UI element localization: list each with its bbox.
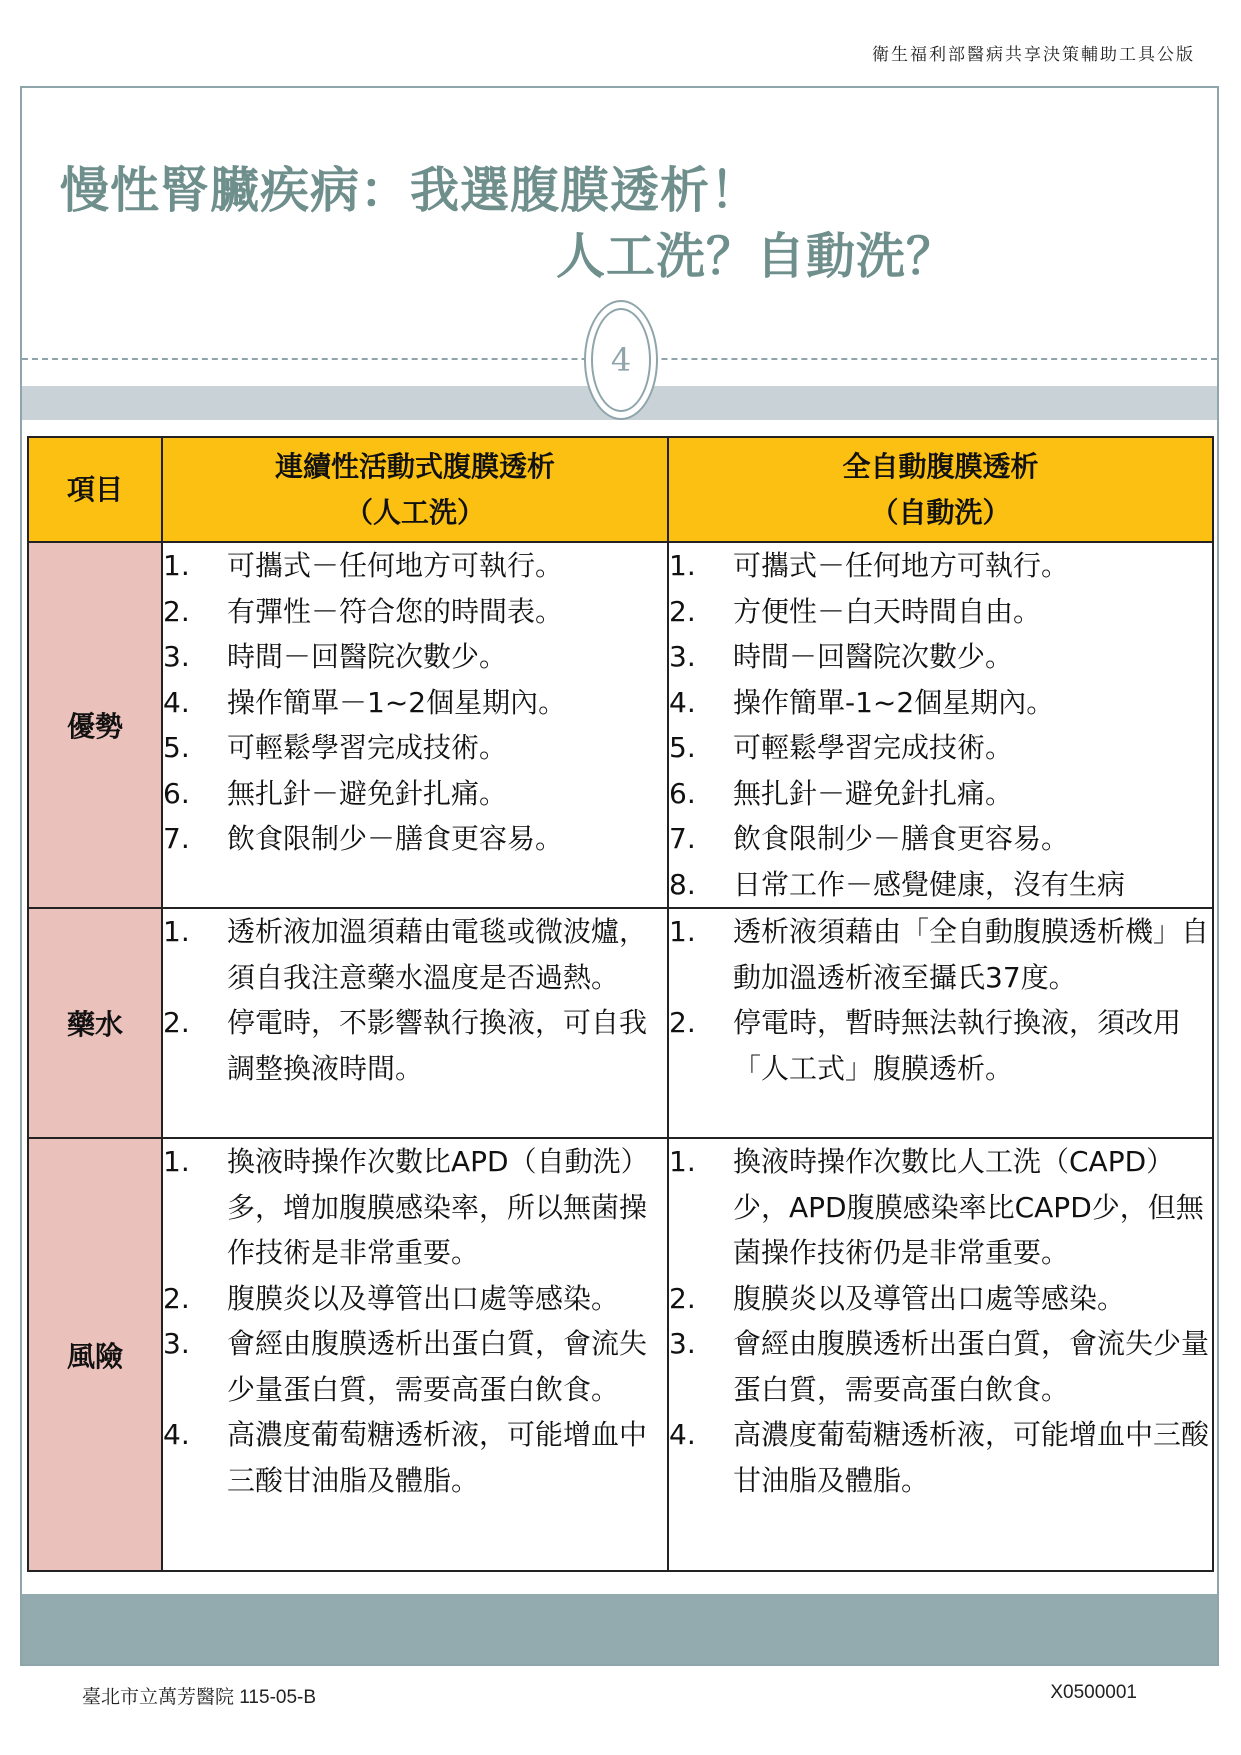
list-item-number: 2. [669,594,696,628]
risks-col-a [162,1138,668,1571]
list-item-number: 5. [669,731,696,764]
header-col-b-title: 全自動腹膜透析 [842,449,1039,483]
list-item-number: 1. [669,1145,696,1178]
list [669,909,1212,1091]
list-item-number: 3. [163,640,190,673]
list-item-text: 可輕鬆學習完成技術。 [733,731,1014,764]
list-item [669,909,1212,1000]
list-item [669,589,1212,635]
list-item [669,771,1212,817]
footer-hospital-code: 臺北市立萬芳醫院 115-05-B [82,1687,317,1708]
header-item: 項目 [28,437,162,542]
list-item [669,1412,1212,1503]
page-badge: 4 [591,308,651,412]
list-item [669,634,1212,680]
list-item-text: 無扎針－避免針扎痛。 [227,776,508,810]
list-item-number: 7. [669,822,696,855]
list-item [163,589,667,635]
list-item-text: 透析液加溫須藉由電毯或微波爐，須自我注意藥水溫度是否過熱。 [227,915,648,994]
list-item-number: 1. [669,915,696,948]
list-item [163,816,667,862]
list-item-number: 3. [163,1327,190,1360]
list-item-text: 可輕鬆學習完成技術。 [227,731,508,764]
header-col-b-subtitle: （自動洗） [870,495,1011,529]
page-title-line1: 慢性腎臟疾病：我選腹膜透析！ [60,162,761,219]
list-item [669,680,1212,726]
list-item [669,1321,1212,1412]
list-item-text: 會經由腹膜透析出蛋白質，會流失少量蛋白質，需要高蛋白飲食。 [227,1327,648,1406]
list-item [163,680,667,726]
row-label: 優勢 [28,542,162,908]
list-item-number: 1. [163,1145,190,1178]
advantages-col-b [668,542,1213,908]
list-item [163,1000,667,1091]
list-item [163,1276,667,1322]
list-item [669,862,1212,908]
list-item-text: 時間－回醫院次數少。 [733,640,1014,673]
list-item-number: 2. [163,1006,190,1039]
solution-col-a [162,908,668,1138]
row-label: 藥水 [28,908,162,1138]
list-item-number: 2. [669,1006,696,1039]
list-item-text: 時間－回醫院次數少。 [227,640,508,673]
list-item-text: 高濃度葡萄糖透析液，可能增血中三酸甘油脂及體脂。 [733,1418,1210,1497]
list-item-text: 操作簡單－1~2個星期內。 [227,685,567,719]
list-item-text: 停電時，不影響執行換液，可自我調整換液時間。 [227,1006,648,1085]
list-item [163,1139,667,1276]
list-item-text: 高濃度葡萄糖透析液，可能增血中三酸甘油脂及體脂。 [227,1418,648,1497]
table-row-advantages [28,542,1213,908]
list-item [163,1412,667,1503]
list-item-number: 1. [163,915,190,948]
list [163,543,667,862]
list-item-text: 透析液須藉由「全自動腹膜透析機」自動加溫透析液至攝氏37度。 [733,915,1210,994]
list [669,1139,1212,1503]
list-item-number: 1. [669,549,696,582]
list-item-number: 4. [163,1418,190,1451]
list-item-text: 腹膜炎以及導管出口處等感染。 [733,1281,1126,1315]
header-col-b [668,437,1213,542]
list-item-number: 4. [163,685,190,719]
list-item [163,634,667,680]
page-title-line2: 人工洗？自動洗？ [556,228,957,285]
list-item [163,725,667,771]
list-item-text: 有彈性－符合您的時間表。 [227,594,564,628]
list-item-number: 6. [669,776,696,810]
footer-form-id: X0500001 [1050,1682,1137,1703]
list-item-text: 停電時，暫時無法執行換液，須改用「人工式」腹膜透析。 [733,1006,1182,1085]
table-row-solution [28,908,1213,1138]
comparison-table [27,436,1214,1572]
list-item-number: 4. [669,1418,696,1451]
list-item-number: 8. [669,867,696,901]
table-header-row [28,437,1213,542]
list-item-number: 2. [163,1281,190,1315]
list-item [669,543,1212,589]
list-item [669,725,1212,771]
list-item [163,909,667,1000]
list-item-text: 日常工作－感覺健康，沒有生病 [733,867,1126,901]
list-item-number: 3. [669,1327,696,1360]
list [163,909,667,1091]
list-item-number: 2. [669,1281,696,1315]
row-label: 風險 [28,1138,162,1571]
list-item-number: 6. [163,776,190,810]
list-item-number: 5. [163,731,190,764]
header-col-a [162,437,668,542]
list-item-text: 可攜式－任何地方可執行。 [227,549,564,582]
list-item [669,1000,1212,1091]
list-item-number: 2. [163,594,190,628]
risks-col-b [668,1138,1213,1571]
table-row-risks [28,1138,1213,1571]
header-col-a-subtitle: （人工洗） [344,495,485,529]
list-item-text: 方便性－白天時間自由。 [733,594,1042,628]
list-item-number: 3. [669,640,696,673]
list-item [163,771,667,817]
list-item-text: 飲食限制少－膳食更容易。 [227,822,564,855]
list-item-text: 操作簡單-1~2個星期內。 [733,685,1055,719]
solution-col-b [668,908,1213,1138]
list [669,543,1212,907]
list-item [669,1139,1212,1276]
list-item [669,816,1212,862]
list-item [163,543,667,589]
list [163,1139,667,1503]
list-item-text: 換液時操作次數比APD（自動洗）多，增加腹膜感染率，所以無菌操作技術是非常重要。 [227,1145,649,1269]
list-item-number: 1. [163,549,190,582]
list-item [669,1276,1212,1322]
list-item-text: 換液時操作次數比人工洗（CAPD）少，APD腹膜感染率比CAPD少，但無菌操作技術仍是非常重要。 [733,1145,1204,1269]
list-item-text: 腹膜炎以及導管出口處等感染。 [227,1281,620,1315]
header-note: 衛生福利部醫病共享決策輔助工具公版 [872,45,1195,65]
list-item-text: 會經由腹膜透析出蛋白質，會流失少量蛋白質，需要高蛋白飲食。 [733,1327,1210,1406]
bottom-band [22,1594,1217,1664]
list-item [163,1321,667,1412]
list-item-text: 飲食限制少－膳食更容易。 [733,822,1070,855]
advantages-col-a [162,542,668,908]
list-item-number: 4. [669,685,696,719]
list-item-number: 7. [163,822,190,855]
list-item-text: 可攜式－任何地方可執行。 [733,549,1070,582]
list-item-text: 無扎針－避免針扎痛。 [733,776,1014,810]
header-col-a-title: 連續性活動式腹膜透析 [274,449,555,483]
